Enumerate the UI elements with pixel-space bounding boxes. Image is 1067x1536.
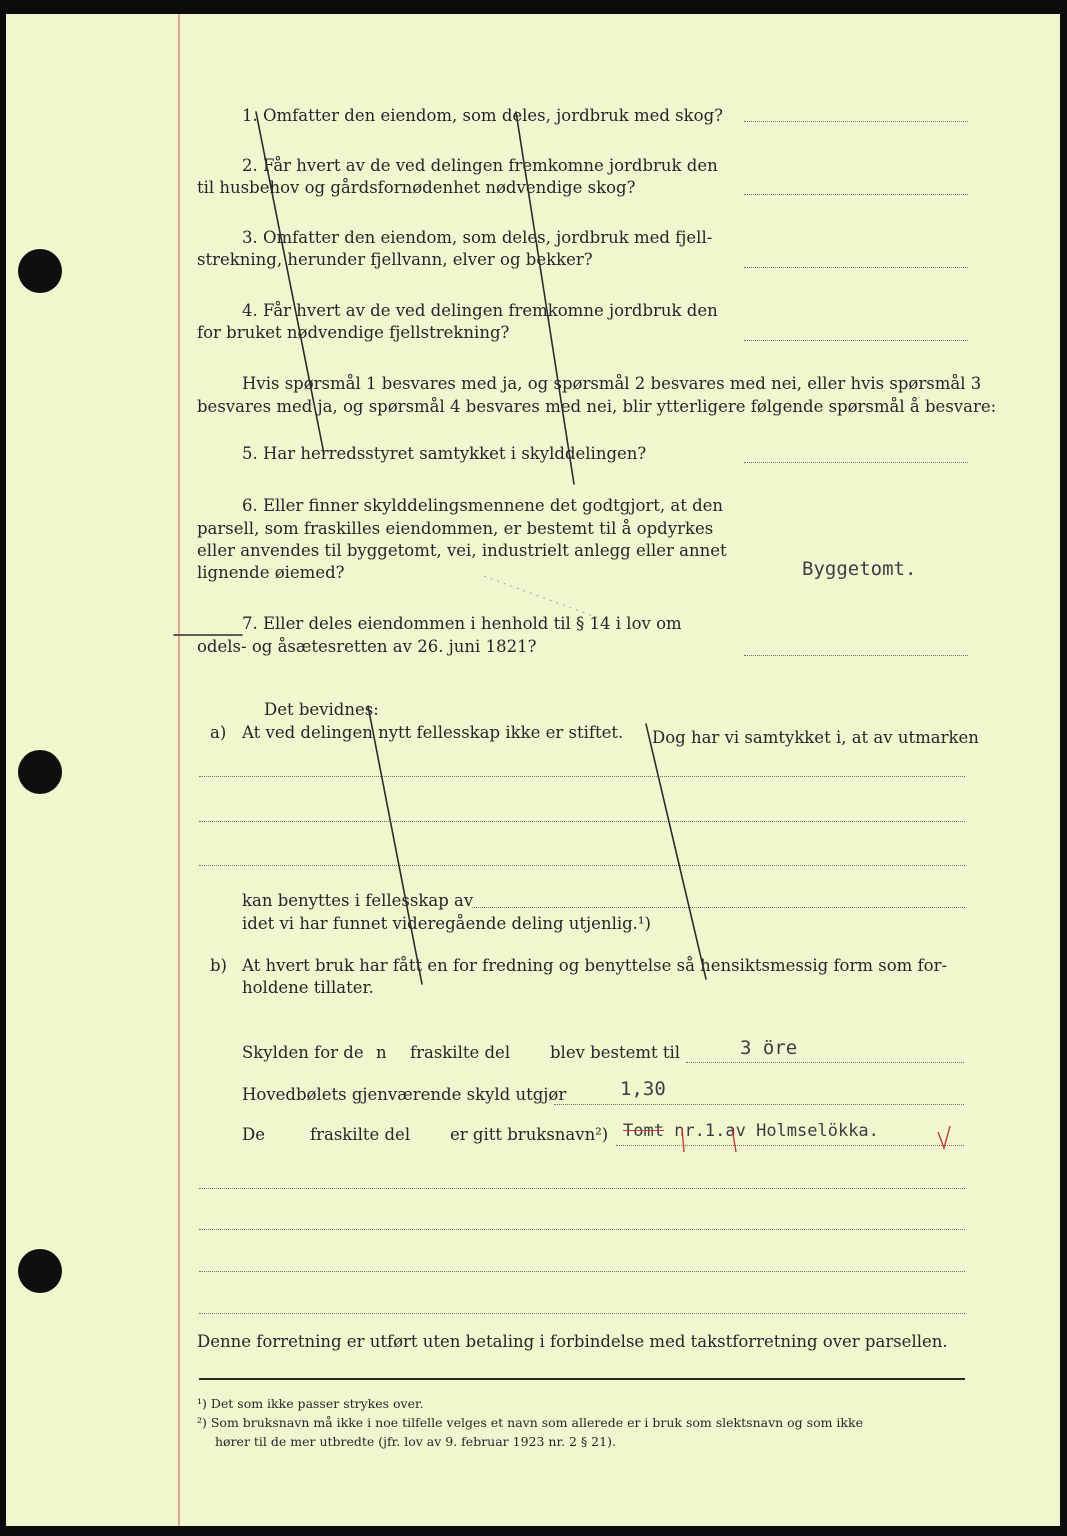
bruksnavn-name: nr.1.av Holmselökka.	[674, 1121, 879, 1141]
document-page	[6, 14, 1060, 1526]
pencil-stroke-2	[516, 112, 574, 484]
condition-line-2: besvares med ja, og spørsmål 4 besvares med nei, blir ytterligere følgende spørsmål å besvare:	[197, 397, 997, 416]
question-6-line-2: parsell, som fraskilles eiendommen, er bestemt til å opdyrkes	[197, 519, 714, 538]
pencil-cancellation-marks	[6, 14, 1060, 1526]
finding-b-line-1: At hvert bruk har fått en for fredning og benyttelse så hensiktsmessig form som for-	[242, 956, 948, 975]
question-6-line-4: lignende øiemed?	[197, 563, 345, 582]
pencil-stroke-4	[646, 724, 706, 979]
question-3-line-1: 3. Omfatter den eiendom, som deles, jordbruk med fjell-	[242, 228, 713, 247]
skyld-label-2: fraskilte del	[410, 1043, 511, 1062]
hovedbol-label: Hovedbølets gjenværende skyld utgjør	[242, 1085, 567, 1104]
red-insert-mark-1	[682, 1128, 684, 1152]
bruksnavn-de-label: De	[242, 1125, 265, 1144]
findings-heading: Det bevidnes:	[264, 700, 379, 719]
pencil-smudge	[484, 576, 604, 620]
finding-a-label: a)	[210, 723, 227, 742]
pencil-stroke-1	[256, 112, 324, 454]
finding-a-continuation: Dog har vi samtykket i, at av utmarken	[652, 728, 979, 747]
skyld-count: n	[376, 1043, 387, 1062]
question-6-line-3: eller anvendes til byggetomt, vei, industrielt anlegg eller annet	[197, 541, 727, 560]
question-5: 5. Har herredsstyret samtykket i skylddelingen?	[242, 444, 647, 463]
skyld-label-3: blev bestemt til	[550, 1043, 681, 1062]
skyld-value: 3 öre	[740, 1037, 798, 1059]
red-insert-mark-2	[732, 1128, 736, 1152]
skyld-label-1: Skylden for de	[242, 1043, 364, 1062]
condition-line-1: Hvis spørsmål 1 besvares med ja, og spørsmål 2 besvares med nei, eller hvis spørsmål 3	[242, 374, 982, 393]
question-2-line-1: 2. Får hvert av de ved delingen fremkomne jordbruk den	[242, 156, 718, 175]
question-3-line-2: strekning, herunder fjellvann, elver og bekker?	[197, 250, 593, 269]
question-2-line-2: til husbehov og gårdsfornødenhet nødvendige skog?	[197, 178, 636, 197]
question-6-line-1: 6. Eller finner skylddelingsmennene det godtgjort, at den	[242, 496, 724, 515]
question-4-line-1: 4. Får hvert av de ved delingen fremkomne jordbruk den	[242, 301, 718, 320]
answer-6-byggetomt: Byggetomt.	[802, 558, 917, 580]
finding-a-text: At ved delingen nytt fellesskap ikke er stiftet.	[242, 723, 624, 742]
finding-b-label: b)	[210, 956, 227, 975]
finding-b-line-2: holdene tillater.	[242, 978, 374, 997]
red-check-mark	[938, 1126, 950, 1148]
footnote-2-line-1: ²) Som bruksnavn må ikke i noe tilfelle velges et navn som allerede er i bruk som slektsnavn og som ikke	[197, 1415, 863, 1430]
bruksnavn-label: er gitt bruksnavn²)	[450, 1125, 609, 1144]
footnote-2-line-2: hører til de mer utbredte (jfr. lov av 9. februar 1923 nr. 2 § 21).	[215, 1434, 616, 1449]
question-7-line-1: 7. Eller deles eiendommen i henhold til § 14 i lov om	[242, 614, 682, 633]
closing-statement: Denne forretning er utført uten betaling i forbindelse med takstforretning over parsellen.	[197, 1332, 948, 1351]
question-1: 1. Omfatter den eiendom, som deles, jordbruk med skog?	[242, 106, 723, 125]
bruksnavn-fraskilte-label: fraskilte del	[310, 1125, 411, 1144]
pencil-stroke-3	[368, 706, 422, 984]
bruksnavn-struck-text: Tomt	[623, 1121, 664, 1141]
hovedbol-value: 1,30	[620, 1078, 666, 1100]
finding-a-line-2: kan benyttes i fellesskap av	[242, 891, 474, 910]
footnote-1: ¹) Det som ikke passer strykes over.	[197, 1396, 424, 1411]
finding-a-line-3: idet vi har funnet videregående deling utjenlig.¹)	[242, 914, 651, 933]
question-4-line-2: for bruket nødvendige fjellstrekning?	[197, 323, 510, 342]
question-7-line-2: odels- og åsætesretten av 26. juni 1821?	[197, 637, 537, 656]
